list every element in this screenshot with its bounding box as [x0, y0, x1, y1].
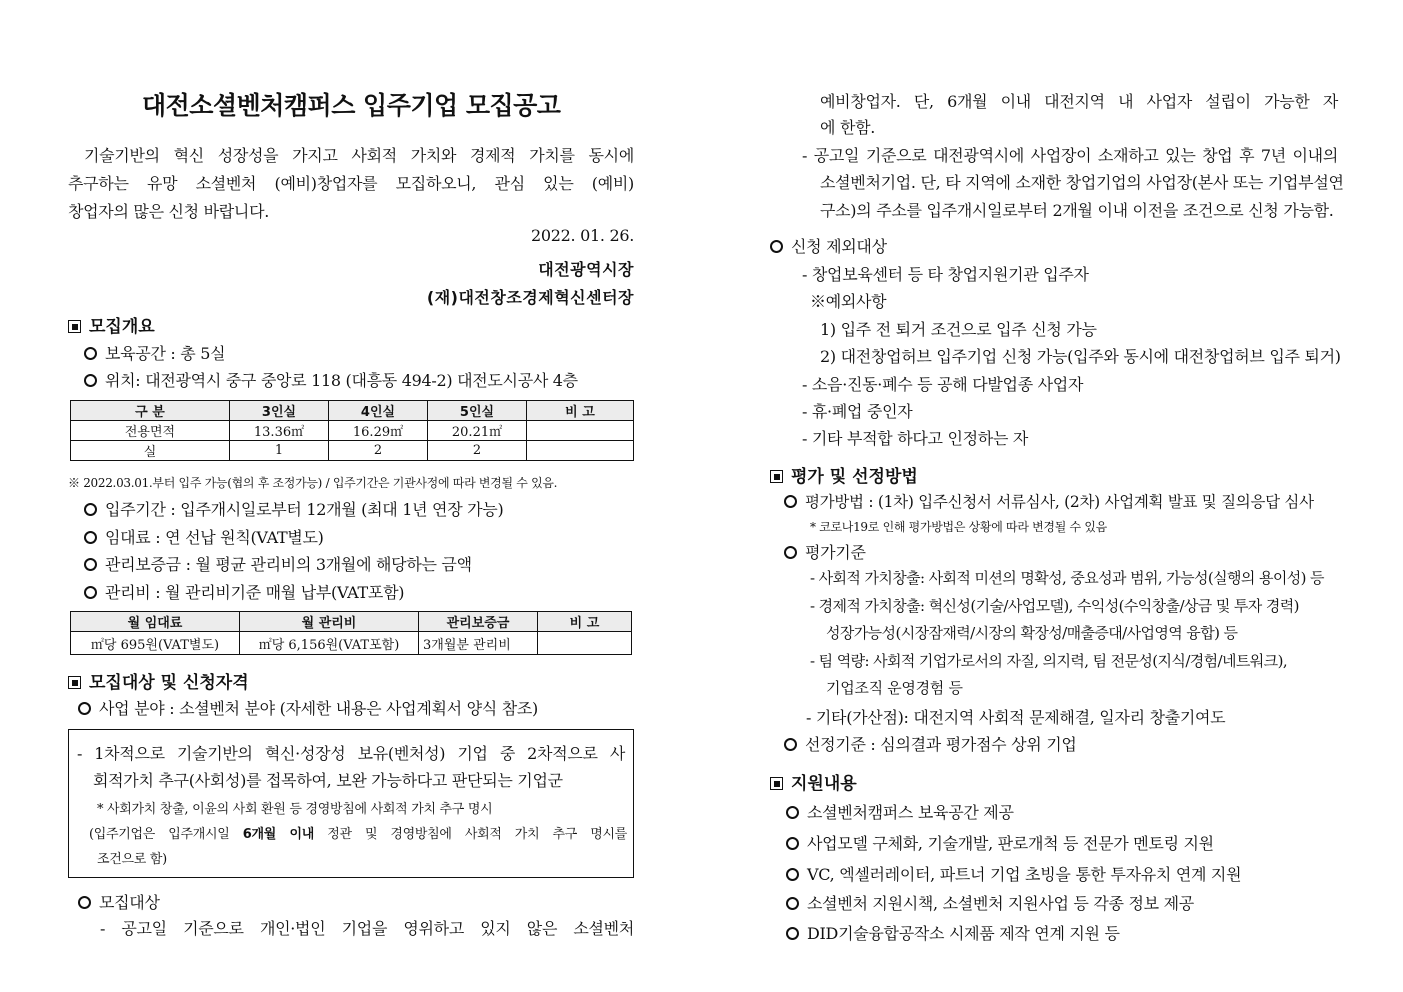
table-header-cell: 월 관리비 — [240, 612, 419, 632]
table-cell: 13.36㎡ — [230, 421, 329, 441]
box-line-1: - 1차적으로 기술기반의 혁신·성장성 보유(벤처성) 기업 중 2차적으로 사 — [77, 744, 625, 763]
table-header-cell: 월 임대료 — [71, 612, 240, 632]
page-title: 대전소셜벤처캠퍼스 입주기업 모집공고 — [142, 91, 561, 120]
target-heading: 모집대상 — [78, 890, 160, 913]
section-support-heading: 지원내용 — [770, 769, 857, 794]
table-cell — [527, 421, 634, 441]
table-header-cell: 비 고 — [527, 401, 634, 421]
circle-bullet-icon — [78, 702, 91, 715]
criteria-bonus: - 기타(가산점): 대전지역 사회적 문제해결, 일자리 창출기여도 — [806, 708, 1226, 727]
target-line-1: - 공고일 기준으로 개인·법인 기업을 영위하고 있지 않은 소셜벤처 — [100, 919, 634, 938]
circle-bullet-icon — [784, 738, 797, 751]
exclusion-item-3: - 휴·폐업 중인자 — [802, 402, 913, 421]
exclusion-exception: ※예외사항 — [810, 292, 887, 311]
fee-table — [70, 611, 632, 655]
target2-line-3: 구소)의 주소를 입주개시일로부터 2개월 이내 이전을 조건으로 신청 가능함. — [820, 201, 1334, 220]
exclusion-item-2: - 소음·진동·폐수 등 공해 다발업종 사업자 — [802, 375, 1084, 394]
evaluation-method-note: * 코로나19로 인해 평가방법은 상황에 따라 변경될 수 있음 — [810, 520, 1107, 534]
table-cell: 전용면적 — [71, 421, 230, 441]
box-line-2: 회적가치 추구(사회성)를 접목하여, 보완 가능하다고 판단되는 기업군 — [93, 771, 563, 790]
square-bullet-icon — [68, 320, 81, 333]
table-cell: 실 — [71, 441, 230, 461]
table-cell — [527, 441, 634, 461]
exclusion-exception-1: 1) 입주 전 퇴거 조건으로 입주 신청 가능 — [820, 320, 1097, 339]
circle-bullet-icon — [786, 806, 799, 819]
overview-location: 위치: 대전광역시 중구 중앙로 118 (대흥동 494-2) 대전도시공사 4층 — [84, 368, 578, 391]
overview-rent: 임대료 : 연 선납 원칙(VAT별도) — [84, 525, 324, 548]
room-table — [70, 400, 634, 461]
overview-space: 보육공간 : 총 5실 — [84, 341, 225, 364]
overview-fee: 관리비 : 월 관리비기준 매월 납부(VAT포함) — [84, 580, 404, 603]
table-header-cell: 3인실 — [230, 401, 329, 421]
left-column — [0, 0, 700, 992]
overview-deposit: 관리보증금 : 월 평균 관리비의 3개월에 해당하는 금액 — [84, 552, 472, 575]
right-column — [700, 0, 1403, 992]
table-row — [71, 632, 632, 655]
criteria-social: - 사회적 가치창출: 사회적 미션의 명확성, 중요성과 범위, 가능성(실행의 용이성) 등 — [810, 569, 1324, 587]
circle-bullet-icon — [784, 546, 797, 559]
table-header-cell: 4인실 — [329, 401, 428, 421]
table-row — [71, 421, 634, 441]
exclusion-item-1: - 창업보육센터 등 타 창업지원기관 입주자 — [802, 265, 1089, 284]
circle-bullet-icon — [784, 495, 797, 508]
intro-line-3: 창업자의 많은 신청 바랍니다. — [68, 202, 270, 221]
eligibility-box — [68, 729, 634, 878]
support-item: 사업모델 구체화, 기술개발, 판로개척 등 전문가 멘토링 지원 — [786, 831, 1214, 854]
circle-bullet-icon — [786, 868, 799, 881]
circle-bullet-icon — [78, 896, 91, 909]
support-item: DID기술융합공작소 시제품 제작 연계 지원 등 — [786, 921, 1120, 944]
table-header-cell: 5인실 — [428, 401, 527, 421]
support-item: 소셜벤처 지원시책, 소셜벤처 지원사업 등 각종 정보 제공 — [786, 891, 1194, 914]
criteria-economic-2: 성장가능성(시장잠재력/시장의 확장성/매출증대/사업영역 융합) 등 — [826, 624, 1238, 642]
circle-bullet-icon — [84, 531, 97, 544]
table-cell: ㎡당 6,156원(VAT포함) — [240, 632, 419, 655]
table-cell: 2 — [428, 441, 527, 461]
table-header-cell: 비 고 — [538, 612, 632, 632]
table-header-row — [71, 401, 634, 421]
section-overview-heading: 모집개요 — [68, 312, 155, 337]
target-line-3: 에 한함. — [820, 118, 876, 137]
table-cell: ㎡당 695원(VAT별도) — [71, 632, 240, 655]
box-note-3: 조건으로 함) — [97, 852, 167, 867]
table-cell: 3개월분 관리비 — [419, 632, 538, 655]
table-cell: 20.21㎡ — [428, 421, 527, 441]
table-cell: 1 — [230, 441, 329, 461]
criteria-economic-1: - 경제적 가치창출: 혁신성(기술/사업모델), 수익성(수익창출/상금 및 투자 경력) — [810, 597, 1299, 615]
overview-period: 입주기간 : 입주개시일로부터 12개월 (최대 1년 연장 가능) — [84, 497, 503, 520]
circle-bullet-icon — [84, 374, 97, 387]
section-evaluation-heading: 평가 및 선정방법 — [770, 462, 918, 487]
eligibility-field: 사업 분야 : 소셜벤처 분야 (자세한 내용은 사업계획서 양식 참조) — [78, 696, 538, 719]
section-eligibility-heading: 모집대상 및 신청자격 — [68, 668, 249, 693]
circle-bullet-icon — [770, 240, 783, 253]
circle-bullet-icon — [84, 558, 97, 571]
issuer-mayor: 대전광역시장 — [538, 260, 634, 279]
circle-bullet-icon — [84, 503, 97, 516]
criteria-team-1: - 팀 역량: 사회적 기업가로서의 자질, 의지력, 팀 전문성(지식/경험/네트워크), — [810, 652, 1287, 670]
intro-line-1: 기술기반의 혁신 성장성을 가지고 사회적 가치와 경제적 가치를 동시에 — [84, 146, 634, 165]
square-bullet-icon — [770, 777, 783, 790]
target2-line-2: 소셜벤처기업. 단, 타 지역에 소재한 창업기업의 사업장(본사 또는 기업부설연 — [820, 173, 1344, 192]
target-line-2: 예비창업자. 단, 6개월 이내 대전지역 내 사업자 설립이 가능한 자 — [820, 92, 1338, 111]
circle-bullet-icon — [786, 837, 799, 850]
exclusion-heading: 신청 제외대상 — [770, 234, 887, 257]
circle-bullet-icon — [786, 927, 799, 940]
evaluation-criteria-heading: 평가기준 — [784, 540, 866, 563]
evaluation-method: 평가방법 : (1차) 입주신청서 서류심사, (2차) 사업계획 발표 및 질의응답 심사 — [784, 490, 1314, 512]
table-header-cell: 관리보증금 — [419, 612, 538, 632]
support-item: 소셜벤처캠퍼스 보육공간 제공 — [786, 800, 1014, 823]
exclusion-exception-2: 2) 대전창업허브 입주기업 신청 가능(입주와 동시에 대전창업허브 입주 퇴거) — [820, 347, 1341, 366]
support-item: VC, 엑셀러레이터, 파트너 기업 초빙을 통한 투자유치 연계 지원 — [786, 862, 1241, 885]
notice-date: 2022. 01. 26. — [531, 226, 634, 245]
table-header-cell: 구 분 — [71, 401, 230, 421]
box-note-2: (입주기업은 입주개시일 6개월 이내 정관 및 경영방침에 사회적 가치 추구 명시를 — [89, 827, 627, 842]
table-note: ※ 2022.03.01.부터 입주 가능(협의 후 조정가능) / 입주기간은 기관사정에 따라 변경될 수 있음. — [68, 476, 558, 490]
issuer-center: (재)대전창조경제혁신센터장 — [426, 288, 634, 307]
target2-line-1: - 공고일 기준으로 대전광역시에 사업장이 소재하고 있는 창업 후 7년 이내의 — [802, 146, 1338, 165]
table-cell — [538, 632, 632, 655]
square-bullet-icon — [68, 676, 81, 689]
exclusion-item-4: - 기타 부적합 하다고 인정하는 자 — [802, 429, 1029, 448]
circle-bullet-icon — [786, 897, 799, 910]
criteria-team-2: 기업조직 운영경험 등 — [826, 679, 963, 697]
table-cell: 16.29㎡ — [329, 421, 428, 441]
table-row — [71, 441, 634, 461]
table-header-row — [71, 612, 632, 632]
table-cell: 2 — [329, 441, 428, 461]
intro-line-2: 추구하는 유망 소셜벤처 (예비)창업자를 모집하오니, 관심 있는 (예비) — [68, 174, 634, 193]
circle-bullet-icon — [84, 586, 97, 599]
circle-bullet-icon — [84, 347, 97, 360]
evaluation-selection: 선정기준 : 심의결과 평가점수 상위 기업 — [784, 732, 1077, 755]
box-note-1: * 사회가치 창출, 이윤의 사회 환원 등 경영방침에 사회적 가치 추구 명시 — [97, 802, 493, 817]
square-bullet-icon — [770, 470, 783, 483]
